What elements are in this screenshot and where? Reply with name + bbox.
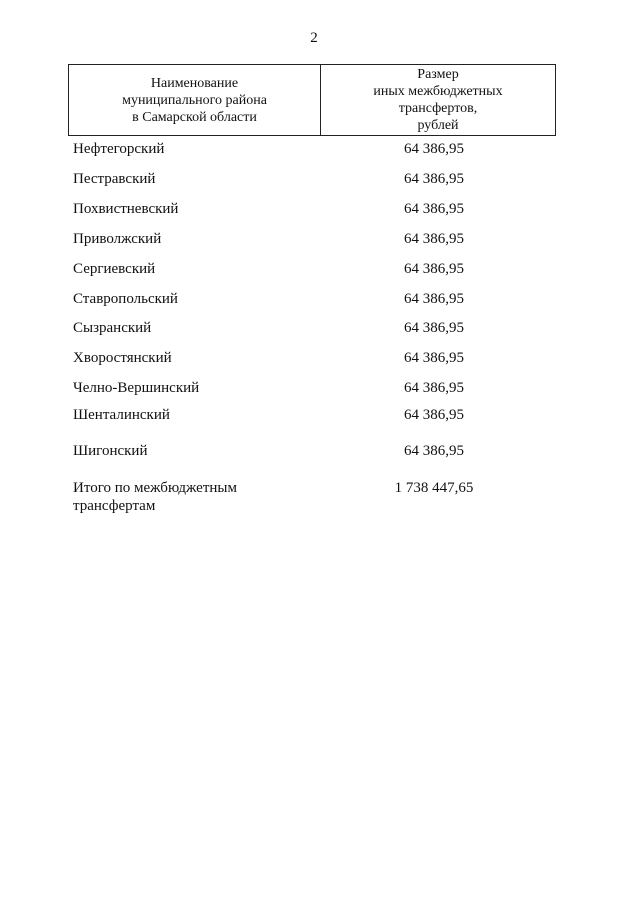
table-header xyxy=(68,64,556,136)
transfer-amount: 64 386,95 xyxy=(404,350,464,366)
district-name: Пестравский xyxy=(73,171,156,187)
district-name: Похвистневский xyxy=(73,201,179,217)
transfer-amount: 64 386,95 xyxy=(404,443,464,459)
header-amount-line: рублей xyxy=(417,118,459,133)
transfer-amount: 64 386,95 xyxy=(404,201,464,217)
total-label-line: трансфертам xyxy=(73,498,156,514)
header-district-line: муниципального района xyxy=(122,92,267,108)
transfer-amount: 64 386,95 xyxy=(404,231,464,247)
transfer-amount: 64 386,95 xyxy=(404,261,464,277)
transfer-amount: 64 386,95 xyxy=(404,407,464,423)
header-amount-column xyxy=(321,65,555,135)
page-number: 2 xyxy=(310,30,318,46)
total-amount: 1 738 447,65 xyxy=(394,480,474,496)
district-name: Челно-Вершинский xyxy=(73,380,200,396)
header-amount-line: Размер xyxy=(417,67,459,82)
district-name: Шенталинский xyxy=(73,407,170,423)
transfer-amount: 64 386,95 xyxy=(404,291,464,307)
district-name: Шигонский xyxy=(73,443,148,459)
header-amount-line: трансфертов, xyxy=(398,101,478,116)
district-name: Сызранский xyxy=(73,320,152,336)
district-name: Сергиевский xyxy=(73,261,156,277)
total-label-line: Итого по межбюджетным xyxy=(73,480,237,496)
header-district-column xyxy=(69,65,321,135)
header-amount-line: иных межбюджетных xyxy=(373,84,503,99)
district-name: Хворостянский xyxy=(73,350,172,366)
district-name: Приволжский xyxy=(73,231,162,247)
district-name: Нефтегорский xyxy=(73,141,165,157)
total-label xyxy=(73,479,313,515)
district-name: Ставропольский xyxy=(73,291,178,307)
transfer-amount: 64 386,95 xyxy=(404,380,464,396)
header-district-line: в Самарской области xyxy=(132,109,257,125)
transfer-amount: 64 386,95 xyxy=(404,171,464,187)
transfer-amount: 64 386,95 xyxy=(404,320,464,336)
header-district-line: Наименование xyxy=(150,75,239,91)
transfer-amount: 64 386,95 xyxy=(404,141,464,157)
